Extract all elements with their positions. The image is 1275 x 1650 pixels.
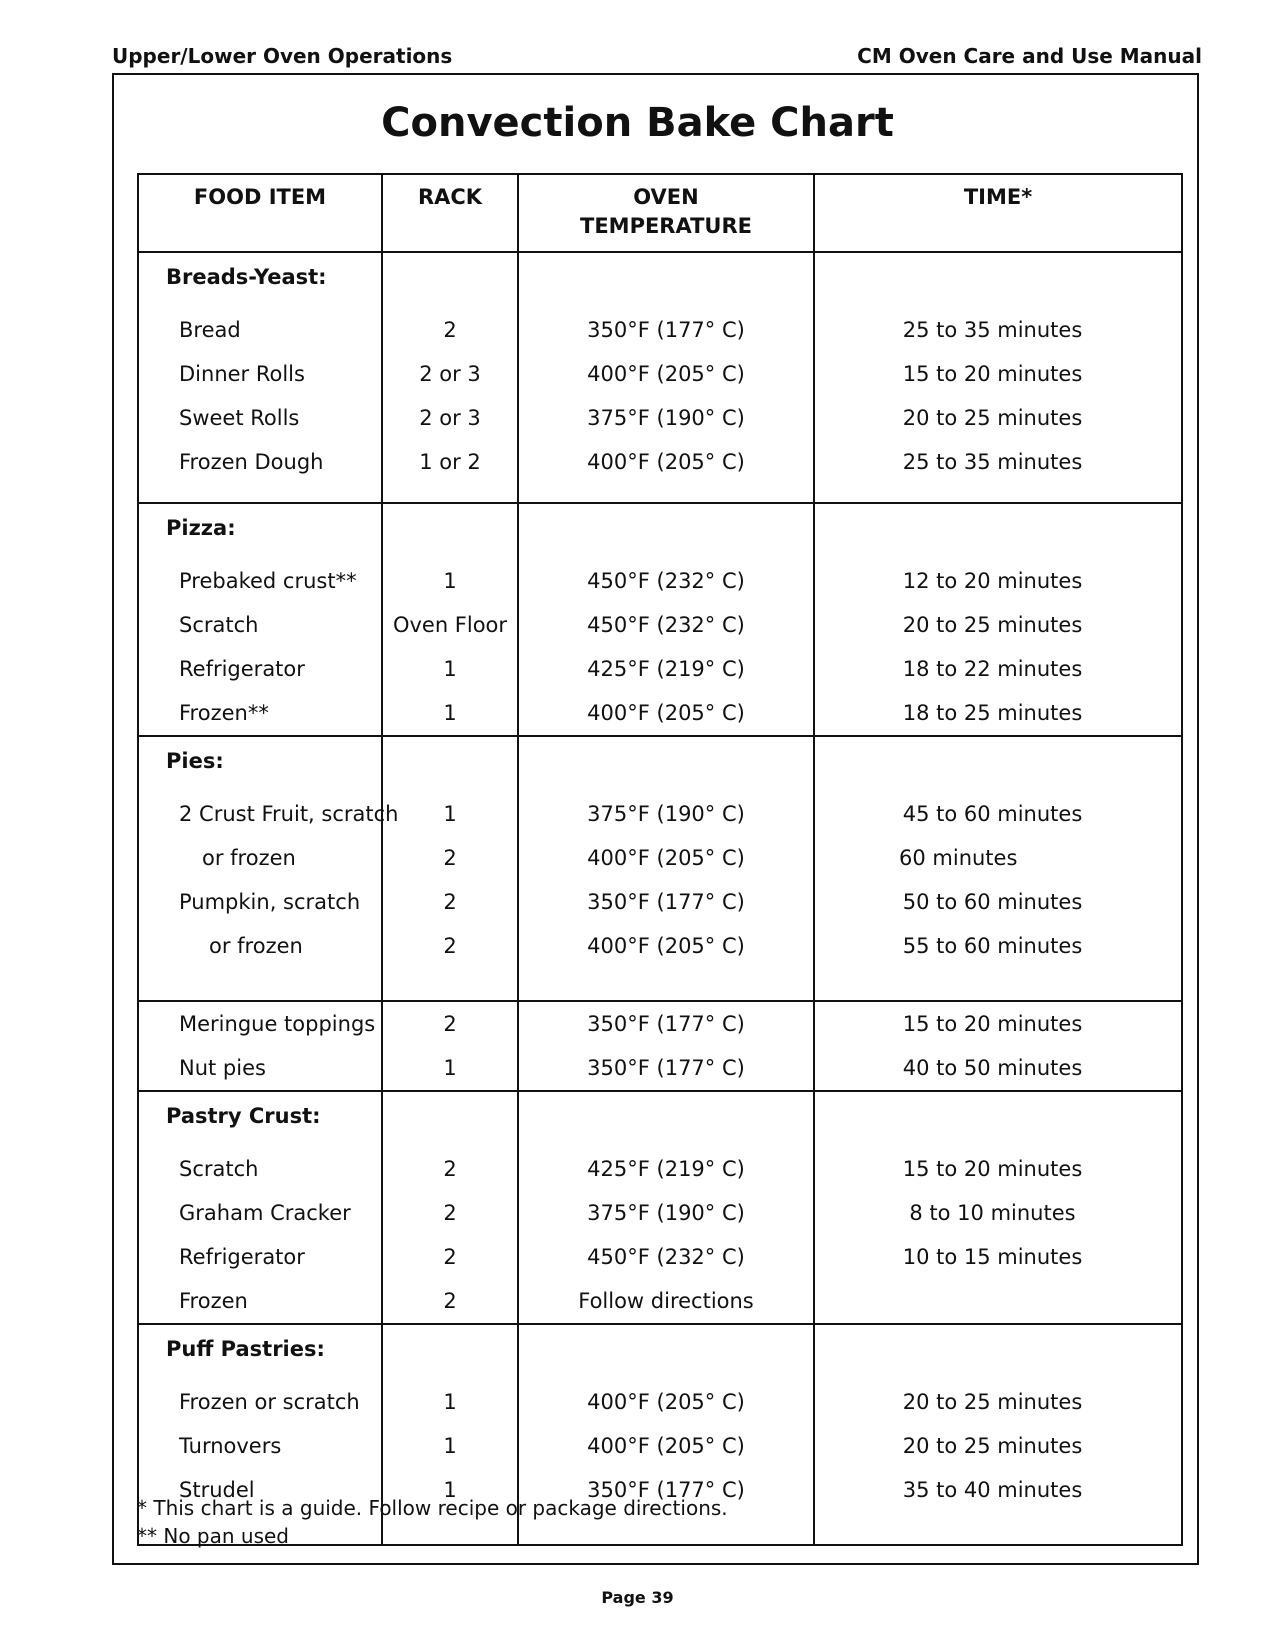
table-row: [138, 308, 1182, 352]
category-row: [138, 503, 1182, 559]
temperature-cell: 350°F (177° C): [518, 880, 814, 924]
table-header-row: [138, 174, 1182, 252]
col-header-oven-temperature: OVEN TEMPERATURE: [518, 174, 814, 252]
rack-cell: 2: [382, 924, 518, 968]
rack-cell: 2: [382, 1001, 518, 1046]
temperature-cell: 375°F (190° C): [518, 792, 814, 836]
table-row: [138, 440, 1182, 484]
time-cell: 15 to 20 minutes: [814, 1001, 1182, 1046]
category-row: [138, 252, 1182, 308]
table-row: [138, 1235, 1182, 1279]
category-row: [138, 1324, 1182, 1380]
table-row: [138, 603, 1182, 647]
rack-cell: 2: [382, 1279, 518, 1324]
food-item-cell: Frozen or scratch: [138, 1380, 382, 1424]
food-item-cell: Bread: [138, 308, 382, 352]
time-cell: 20 to 25 minutes: [814, 1380, 1182, 1424]
category-label: Pizza:: [138, 503, 382, 559]
time-cell: 40 to 50 minutes: [814, 1046, 1182, 1091]
time-cell: 45 to 60 minutes: [814, 792, 1182, 836]
rack-cell: 1: [382, 691, 518, 736]
rack-cell: 2: [382, 1191, 518, 1235]
rack-cell: 1: [382, 1468, 518, 1512]
footnote-guide: * This chart is a guide. Follow recipe or package directions.: [137, 1496, 728, 1520]
temperature-cell: 425°F (219° C): [518, 647, 814, 691]
footnotes: [137, 1494, 728, 1550]
food-item-cell: Refrigerator: [138, 647, 382, 691]
temperature-cell: 400°F (205° C): [518, 1424, 814, 1468]
time-cell: 18 to 22 minutes: [814, 647, 1182, 691]
rack-cell: 1: [382, 647, 518, 691]
running-header-right: CM Oven Care and Use Manual: [857, 44, 1202, 68]
time-cell: 15 to 20 minutes: [814, 352, 1182, 396]
temperature-cell: 450°F (232° C): [518, 1235, 814, 1279]
table-row: [138, 1380, 1182, 1424]
page-title: Convection Bake Chart: [381, 100, 894, 146]
temperature-cell: 350°F (177° C): [518, 1046, 814, 1091]
food-item-cell: Dinner Rolls: [138, 352, 382, 396]
food-item-cell: Graham Cracker: [138, 1191, 382, 1235]
table-row: [138, 1147, 1182, 1191]
temperature-cell: 350°F (177° C): [518, 308, 814, 352]
category-label: Breads-Yeast:: [138, 252, 382, 308]
food-item-cell: Scratch: [138, 1147, 382, 1191]
page-number: Page 39: [601, 1588, 674, 1607]
category-label: Pastry Crust:: [138, 1091, 382, 1147]
food-item-cell: Frozen Dough: [138, 440, 382, 484]
food-item-cell: Frozen**: [138, 691, 382, 736]
temperature-cell: 350°F (177° C): [518, 1001, 814, 1046]
rack-cell: 1: [382, 1380, 518, 1424]
table-row: [138, 924, 1182, 968]
col-header-food-item: FOOD ITEM: [138, 174, 382, 252]
rack-cell: 1 or 2: [382, 440, 518, 484]
temperature-cell: 400°F (205° C): [518, 440, 814, 484]
temperature-cell: 425°F (219° C): [518, 1147, 814, 1191]
time-cell: 50 to 60 minutes: [814, 880, 1182, 924]
time-cell: 25 to 35 minutes: [814, 308, 1182, 352]
table-row: [138, 792, 1182, 836]
time-cell: 55 to 60 minutes: [814, 924, 1182, 968]
time-cell: 20 to 25 minutes: [814, 396, 1182, 440]
table-row: [138, 1424, 1182, 1468]
col-header-rack: RACK: [382, 174, 518, 252]
table-row: [138, 880, 1182, 924]
time-cell: 25 to 35 minutes: [814, 440, 1182, 484]
rack-cell: 1: [382, 1046, 518, 1091]
table-row: [138, 396, 1182, 440]
temperature-cell: 400°F (205° C): [518, 691, 814, 736]
temperature-cell: 375°F (190° C): [518, 396, 814, 440]
time-cell: 12 to 20 minutes: [814, 559, 1182, 603]
time-cell: 35 to 40 minutes: [814, 1468, 1182, 1512]
table-row: [138, 1046, 1182, 1091]
convection-bake-table: [137, 173, 1183, 1546]
time-cell: 20 to 25 minutes: [814, 603, 1182, 647]
time-cell: 8 to 10 minutes: [814, 1191, 1182, 1235]
temperature-cell: 400°F (205° C): [518, 924, 814, 968]
col-header-time: TIME*: [814, 174, 1182, 252]
food-item-cell: Sweet Rolls: [138, 396, 382, 440]
temperature-cell: 450°F (232° C): [518, 559, 814, 603]
temperature-cell: 350°F (177° C): [518, 1468, 814, 1512]
table-row: [138, 559, 1182, 603]
time-cell: 10 to 15 minutes: [814, 1235, 1182, 1279]
time-cell: 60 minutes: [814, 836, 1182, 880]
temperature-cell: 400°F (205° C): [518, 1380, 814, 1424]
food-item-cell: Nut pies: [138, 1046, 382, 1091]
time-cell: 20 to 25 minutes: [814, 1424, 1182, 1468]
food-item-cell: Meringue toppings: [138, 1001, 382, 1046]
temperature-cell: 375°F (190° C): [518, 1191, 814, 1235]
food-item-cell: Turnovers: [138, 1424, 382, 1468]
table-row: [138, 647, 1182, 691]
rack-cell: 1: [382, 559, 518, 603]
rack-cell: 2: [382, 308, 518, 352]
rack-cell: Oven Floor: [382, 603, 518, 647]
time-cell: [814, 1279, 1182, 1324]
category-label: Pies:: [138, 736, 382, 792]
food-item-cell: or frozen: [138, 924, 382, 968]
temperature-cell: 400°F (205° C): [518, 836, 814, 880]
time-cell: 18 to 25 minutes: [814, 691, 1182, 736]
category-row: [138, 1091, 1182, 1147]
table-row: [138, 691, 1182, 736]
rack-cell: 2: [382, 1147, 518, 1191]
food-item-cell: Pumpkin, scratch: [138, 880, 382, 924]
table-row: [138, 1279, 1182, 1324]
table-row: [138, 352, 1182, 396]
rack-cell: 2 or 3: [382, 352, 518, 396]
rack-cell: 1: [382, 792, 518, 836]
rack-cell: 2: [382, 1235, 518, 1279]
table-row: [138, 836, 1182, 880]
rack-cell: 2: [382, 880, 518, 924]
category-row: [138, 736, 1182, 792]
food-item-cell: Refrigerator: [138, 1235, 382, 1279]
food-item-cell: Scratch: [138, 603, 382, 647]
time-cell: 15 to 20 minutes: [814, 1147, 1182, 1191]
category-label: Puff Pastries:: [138, 1324, 382, 1380]
food-item-cell: Frozen: [138, 1279, 382, 1324]
food-item-cell: Strudel: [138, 1468, 382, 1512]
rack-cell: 2: [382, 836, 518, 880]
food-item-cell: 2 Crust Fruit, scratch: [138, 792, 382, 836]
temperature-cell: Follow directions: [518, 1279, 814, 1324]
temperature-cell: 400°F (205° C): [518, 352, 814, 396]
rack-cell: 1: [382, 1424, 518, 1468]
food-item-cell: Prebaked crust**: [138, 559, 382, 603]
temperature-cell: 450°F (232° C): [518, 603, 814, 647]
table-row: [138, 1001, 1182, 1046]
food-item-cell: or frozen: [138, 836, 382, 880]
rack-cell: 2 or 3: [382, 396, 518, 440]
table-row: [138, 1191, 1182, 1235]
footnote-no-pan: ** No pan used: [137, 1524, 289, 1548]
running-header-left: Upper/Lower Oven Operations: [112, 44, 453, 68]
